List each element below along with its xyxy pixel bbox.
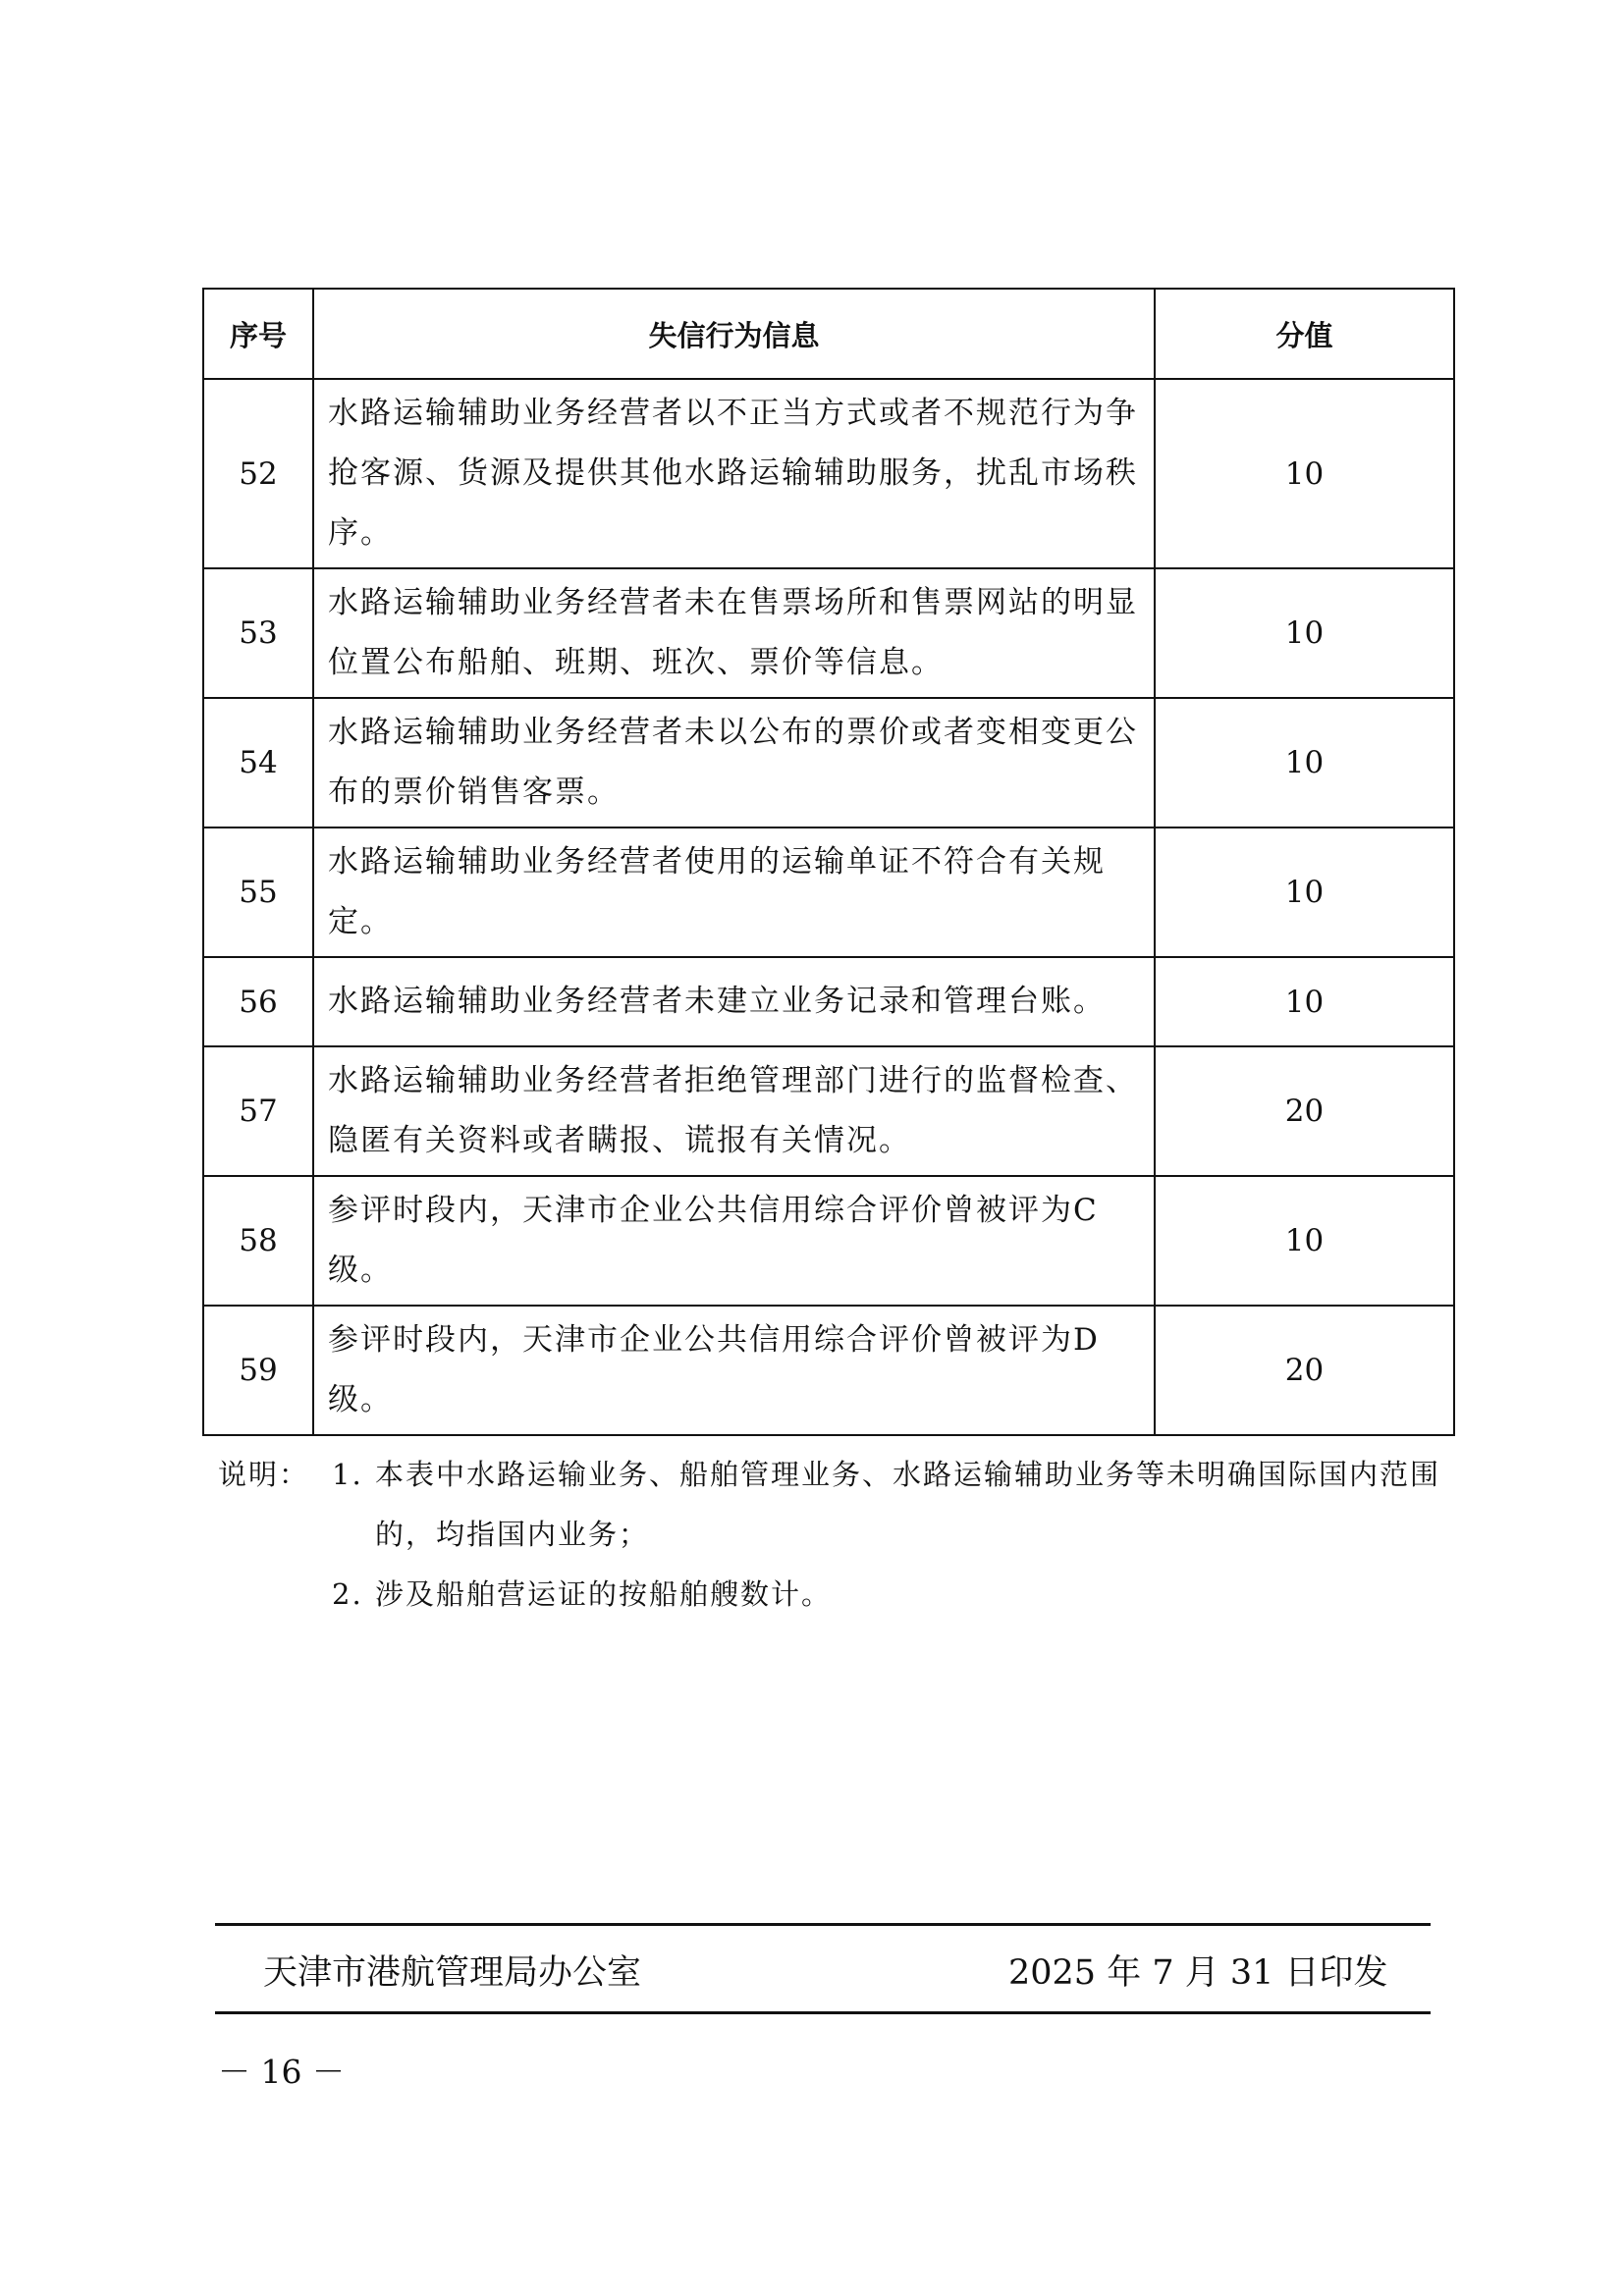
row-score: 10	[1155, 1176, 1454, 1306]
footer-date: 2025 年 7 月 31 日印发	[1008, 1953, 1388, 1993]
row-description: 水路运输辅助业务经营者未以公布的票价或者变相变更公布的票价销售客票。	[313, 698, 1155, 828]
note-number: 2.	[332, 1577, 363, 1611]
row-description: 水路运输辅助业务经营者未建立业务记录和管理台账。	[313, 957, 1155, 1046]
row-description: 水路运输辅助业务经营者未在售票场所和售票网站的明显位置公布船舶、班期、班次、票价等信息。	[313, 568, 1155, 698]
notes	[218, 1445, 1441, 1625]
table-row	[203, 828, 1454, 957]
header-seq: 序号	[203, 289, 313, 379]
row-description: 水路运输辅助业务经营者拒绝管理部门进行的监督检查、隐匿有关资料或者瞒报、谎报有关情况。	[313, 1046, 1155, 1176]
row-number: 54	[203, 698, 313, 828]
row-score: 10	[1155, 828, 1454, 957]
table-header	[203, 289, 1454, 379]
notes-label: 说明：	[218, 1458, 310, 1491]
note-number: 1.	[332, 1458, 363, 1491]
row-number: 57	[203, 1046, 313, 1176]
table-row	[203, 1176, 1454, 1306]
row-number: 55	[203, 828, 313, 957]
row-score: 10	[1155, 698, 1454, 828]
row-description: 参评时段内，天津市企业公共信用综合评价曾被评为C级。	[313, 1176, 1155, 1306]
row-description: 水路运输辅助业务经营者以不正当方式或者不规范行为争抢客源、货源及提供其他水路运输辅助服务，扰乱市场秩序。	[313, 379, 1155, 568]
row-description: 参评时段内，天津市企业公共信用综合评价曾被评为D级。	[313, 1306, 1155, 1435]
table-row	[203, 1306, 1454, 1435]
row-score: 10	[1155, 957, 1454, 1046]
row-number: 52	[203, 379, 313, 568]
footer-issuer: 天津市港航管理局办公室	[263, 1953, 642, 1993]
footer-bottom-rule	[215, 2011, 1431, 2014]
row-score: 10	[1155, 379, 1454, 568]
table-row	[203, 379, 1454, 568]
row-number: 53	[203, 568, 313, 698]
note-item	[332, 1565, 1490, 1625]
note-item	[332, 1445, 1490, 1565]
row-score: 20	[1155, 1046, 1454, 1176]
header-desc: 失信行为信息	[313, 289, 1155, 379]
note-text: 本表中水路运输业务、船舶管理业务、水路运输辅助业务等未明确国际国内范围的，均指国内业务；	[375, 1458, 1441, 1551]
table-row	[203, 698, 1454, 828]
footer-top-rule	[215, 1923, 1431, 1926]
row-number: 56	[203, 957, 313, 1046]
table-row	[203, 1046, 1454, 1176]
row-number: 58	[203, 1176, 313, 1306]
note-text: 涉及船舶营运证的按船舶艘数计。	[375, 1577, 833, 1611]
table-row	[203, 957, 1454, 1046]
row-description: 水路运输辅助业务经营者使用的运输单证不符合有关规定。	[313, 828, 1155, 957]
credit-table	[202, 288, 1455, 1436]
header-score: 分值	[1155, 289, 1454, 379]
page-number: － 16 －	[218, 2053, 345, 2091]
row-score: 10	[1155, 568, 1454, 698]
row-score: 20	[1155, 1306, 1454, 1435]
row-number: 59	[203, 1306, 313, 1435]
table-row	[203, 568, 1454, 698]
